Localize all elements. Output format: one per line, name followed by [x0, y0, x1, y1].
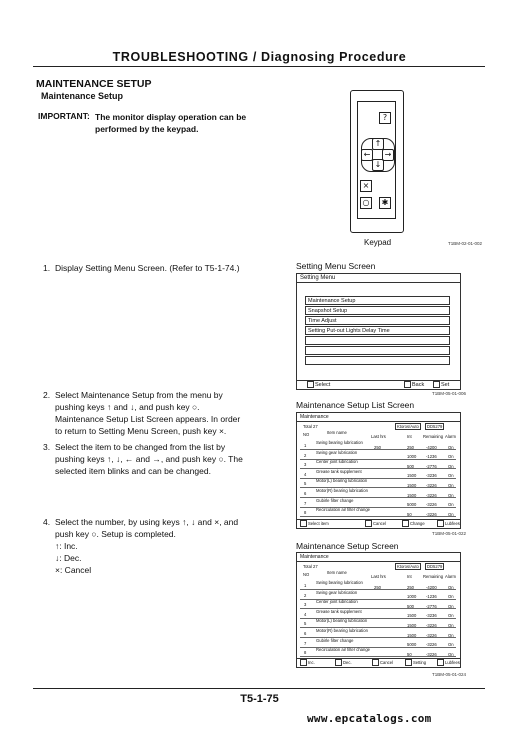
row-number: 2 [304, 592, 307, 598]
figure-title: Maintenance Setup Screen [296, 541, 399, 551]
menu-item-time-adjust[interactable]: Time Adjust [305, 316, 450, 325]
row-item-name: Motor(R) bearing lubrication [316, 488, 368, 493]
row-number: 1 [304, 443, 307, 448]
row-alarm: On [448, 473, 454, 479]
row-alarm: On [448, 584, 454, 590]
row-interval: 1500 [407, 492, 417, 498]
back-hint [404, 381, 424, 389]
set-hint [433, 381, 449, 389]
page-number: T5-1-75 [240, 693, 279, 705]
row-alarm: On [448, 502, 454, 508]
menu-item-snapshot-setup[interactable]: Snapshot Setup [305, 306, 450, 315]
row-interval: 1500 [407, 482, 417, 488]
menu-key-icon: ✱ [379, 197, 391, 209]
row-item-name: Swing bearing lubrication [316, 580, 363, 585]
screen-bottom-bar [297, 380, 460, 389]
set-key-icon [433, 381, 440, 388]
row-item-name: Grease tank supplement [316, 608, 362, 614]
row-number: 5 [304, 481, 307, 487]
row-interval: 250 [407, 444, 414, 450]
left-arrow-icon: ← [361, 149, 373, 161]
screen-title-bar: Maintenance [297, 553, 460, 562]
screen-title-bar: Maintenance [297, 413, 460, 422]
row-last-hrs: 250 [374, 584, 381, 590]
row-number: 1 [304, 583, 307, 588]
important-text: The monitor display operation can be performed by the keypad. [95, 112, 247, 134]
screen2-caption: T1BM-05-01-022 [432, 531, 467, 536]
footer-rule [33, 688, 485, 689]
help-key-icon: ? [379, 112, 391, 124]
set-key-icon: ○ [360, 197, 372, 209]
row-remaining: -3226 [426, 502, 437, 508]
row-interval: 1500 [407, 622, 417, 628]
hint-label: Setting [413, 660, 427, 665]
cancel-key-icon: × [360, 180, 372, 192]
set-label: Set [441, 382, 450, 388]
col-alarm: Alarm [445, 434, 456, 439]
hint-label: Inc. [308, 660, 315, 665]
up-arrow-icon: ↑ [372, 138, 384, 150]
row-last-hrs: 250 [374, 444, 381, 450]
row-item-name: Center joint lubrication [316, 459, 358, 465]
hint-label: Cancel [373, 521, 387, 526]
row-item-name: Recirculation air filter change [316, 647, 370, 653]
cancel-key-icon [372, 659, 379, 666]
row-interval: 250 [407, 584, 414, 590]
section-title: MAINTENANCE SETUP [36, 78, 152, 90]
table-row[interactable] [300, 599, 456, 609]
tab-mode[interactable]: Ktoros/Auto [397, 424, 419, 429]
row-remaining: -3226 [426, 511, 437, 517]
table-row[interactable] [300, 459, 456, 469]
row-number: 4 [304, 611, 307, 617]
maintenance-table [297, 440, 460, 518]
col-item-name: Item name [327, 570, 347, 575]
step-2 [43, 389, 268, 441]
row-item-name: Motor(L) bearing lubrication [316, 618, 368, 624]
col-int: Int [407, 574, 412, 579]
row-interval: 500 [407, 603, 414, 609]
row-remaining: -3226 [426, 482, 437, 488]
hint-label: Change [410, 521, 425, 526]
dpad [361, 138, 395, 172]
down-arrow-icon [335, 659, 342, 666]
step-text: Select Maintenance Setup from the menu by [55, 390, 223, 400]
set-key-icon [402, 520, 409, 527]
table-row[interactable] [300, 628, 456, 638]
important-label: IMPORTANT: [38, 111, 90, 121]
maintenance-setup-screen [296, 552, 461, 668]
table-row[interactable] [300, 580, 456, 590]
col-item-name: Item name [327, 430, 347, 435]
table-row[interactable] [300, 647, 456, 657]
table-row[interactable] [300, 488, 456, 498]
step-text: ×: Cancel [55, 565, 92, 575]
row-remaining: -3236 [426, 613, 437, 619]
set-key-icon [405, 659, 412, 666]
step-text: Select the item to be changed from the list by [55, 442, 226, 452]
row-number: 7 [304, 640, 307, 646]
row-number: 6 [304, 491, 307, 496]
row-item-name: Center joint lubrication [316, 599, 358, 605]
menu-key-icon [437, 659, 444, 666]
section-subtitle: Maintenance Setup [41, 91, 124, 101]
row-remaining: -1236 [426, 454, 437, 460]
row-item-name: Swing bearing lubrication [316, 440, 363, 445]
tab-id[interactable]: DD5279 [427, 424, 443, 429]
row-interval: 1000 [407, 454, 417, 460]
menu-item-empty [305, 336, 450, 345]
row-interval: 5000 [407, 502, 417, 508]
col-no: NO [303, 432, 310, 437]
table-row[interactable] [300, 450, 456, 460]
row-number: 3 [304, 602, 307, 608]
row-remaining: -3226 [426, 492, 437, 498]
arrow-keys-icon [300, 520, 307, 527]
row-alarm: On [448, 594, 454, 600]
maintenance-list-screen [296, 412, 461, 529]
row-remaining: -4200 [426, 584, 437, 590]
hint-label: Cancel [380, 660, 394, 665]
col-alarm: Alarm [445, 574, 456, 579]
row-alarm: On [448, 492, 454, 498]
screen-bottom-bar [297, 519, 460, 528]
table-row[interactable] [300, 440, 456, 450]
watermark-url[interactable]: www.epcatalogs.com [307, 712, 432, 725]
row-item-name: Swing gear lubrication [316, 449, 358, 455]
table-row[interactable] [300, 590, 456, 600]
cancel-key-icon [365, 520, 372, 527]
total-count: Total 27 [303, 564, 318, 569]
menu-item-empty [305, 346, 450, 355]
row-remaining: -3226 [426, 622, 437, 628]
menu-key-icon [437, 520, 444, 527]
keypad-label: Keypad [364, 238, 392, 247]
step-text: ↓: Dec. [55, 553, 82, 563]
down-arrow-icon: ↓ [372, 159, 384, 171]
header-rule [33, 66, 485, 67]
step-text: pushing keys ↑ and ↓, and push key ○. [55, 402, 200, 412]
setting-menu-screen [296, 273, 461, 390]
row-interval: 50 [407, 651, 412, 657]
keypad-caption: T1BM-02-01-002 [448, 241, 483, 246]
step-text: to return to Setting Menu Screen, push key ×. [55, 426, 227, 436]
row-alarm: On [448, 642, 454, 648]
screen-title-bar: Setting Menu [297, 274, 460, 283]
row-number: 2 [304, 452, 307, 458]
row-alarm: On [448, 651, 454, 657]
maintenance-table [297, 580, 460, 658]
row-interval: 5000 [407, 642, 417, 648]
row-remaining: -1236 [426, 594, 437, 600]
step-text: pushing keys ↑, ↓, ← and →, and push key ○. The [55, 454, 243, 464]
row-interval: 50 [407, 511, 412, 517]
row-item-name: Motor(R) bearing lubrication [316, 628, 368, 633]
hint-label: Dec. [343, 660, 352, 665]
step-1 [43, 262, 263, 277]
table-row[interactable] [300, 609, 456, 619]
hint-label: Lubfees [445, 660, 460, 665]
col-int: Int [407, 434, 412, 439]
row-alarm: On [448, 463, 454, 469]
hint-label: Lubfees [445, 521, 460, 526]
table-row[interactable] [300, 469, 456, 479]
row-number: 8 [304, 650, 307, 656]
screen-bottom-bar [297, 658, 460, 667]
row-item-name: Recirculation air filter change [316, 507, 370, 513]
row-interval: 500 [407, 463, 414, 469]
row-interval: 1500 [407, 632, 417, 638]
row-number: 7 [304, 500, 307, 506]
tab-mode[interactable]: Ktoros/Auto [397, 564, 419, 569]
screen3-caption: T1BM-05-01-024 [432, 672, 467, 677]
menu-item-empty [305, 356, 450, 365]
menu-item-maintenance-setup[interactable]: Maintenance Setup [305, 296, 450, 305]
row-remaining: -3236 [426, 473, 437, 479]
row-alarm: On [448, 632, 454, 638]
row-item-name: Gubirle filter change [316, 497, 354, 503]
table-row[interactable] [300, 478, 456, 488]
col-last-hrs: Last hrs [371, 434, 386, 439]
cancel-key-icon [404, 381, 411, 388]
row-interval: 1000 [407, 594, 417, 600]
row-remaining: -3226 [426, 651, 437, 657]
row-number: 4 [304, 471, 307, 477]
row-item-name: Grease tank supplement [316, 468, 362, 474]
step-4 [43, 516, 268, 580]
total-count: Total 27 [303, 424, 318, 429]
figure-title: Maintenance Setup List Screen [296, 400, 415, 410]
row-alarm: On [448, 613, 454, 619]
col-remaining: Remaining [423, 434, 444, 439]
step-text: selected item blinks and can be changed. [55, 466, 211, 476]
col-no: NO [303, 572, 310, 577]
step-number: 3. [43, 442, 51, 452]
up-arrow-icon [300, 659, 307, 666]
menu-item-put-out-lights[interactable]: Setting Put-out Lights Delay Time [305, 326, 450, 335]
row-number: 3 [304, 462, 307, 468]
back-label: Back [412, 382, 425, 388]
step-number: 1. [43, 263, 51, 273]
row-interval: 1500 [407, 613, 417, 619]
select-label: Select [315, 382, 331, 388]
step-number: 4. [43, 517, 51, 527]
step-number: 2. [43, 390, 51, 400]
row-remaining: -2776 [426, 603, 437, 609]
row-item-name: Swing gear lubrication [316, 589, 358, 595]
step-text: push key ○. Setup is completed. [55, 529, 176, 539]
col-last-hrs: Last hrs [371, 574, 386, 579]
row-alarm: On [448, 482, 454, 488]
row-remaining: -4200 [426, 444, 437, 450]
select-hint [307, 381, 330, 389]
row-alarm: On [448, 603, 454, 609]
figure-title: Setting Menu Screen [296, 261, 376, 271]
screen1-caption: T1BM-05-01-006 [432, 391, 467, 396]
step-text: Maintenance Setup List Screen appears. In order [55, 414, 241, 424]
row-alarm: On [448, 444, 454, 450]
step-text: ↑: Inc. [55, 541, 78, 551]
col-remaining: Remaining [423, 574, 444, 579]
row-alarm: On [448, 454, 454, 460]
row-remaining: -2776 [426, 463, 437, 469]
table-row[interactable] [300, 498, 456, 508]
row-alarm: On [448, 511, 454, 517]
step-3 [43, 441, 268, 481]
row-number: 8 [304, 510, 307, 516]
table-row[interactable] [300, 618, 456, 628]
step-text: Display Setting Menu Screen. (Refer to T5-1-74.) [55, 263, 240, 273]
row-number: 5 [304, 621, 307, 627]
tab-id[interactable]: DD5279 [427, 564, 443, 569]
table-row[interactable] [300, 638, 456, 648]
right-arrow-icon: → [382, 149, 394, 161]
row-item-name: Motor(L) bearing lubrication [316, 478, 368, 484]
arrow-keys-icon [307, 381, 314, 388]
row-remaining: -3226 [426, 632, 437, 638]
row-item-name: Gubirle filter change [316, 637, 354, 643]
table-row[interactable] [300, 507, 456, 517]
row-interval: 1500 [407, 473, 417, 479]
step-text: Select the number, by using keys ↑, ↓ and ×, and [55, 517, 239, 527]
row-alarm: On [448, 622, 454, 628]
page-header: TROUBLESHOOTING / Diagnosing Procedure [112, 50, 407, 64]
hint-label: Select item [308, 521, 329, 526]
row-number: 6 [304, 631, 307, 636]
row-remaining: -3226 [426, 642, 437, 648]
